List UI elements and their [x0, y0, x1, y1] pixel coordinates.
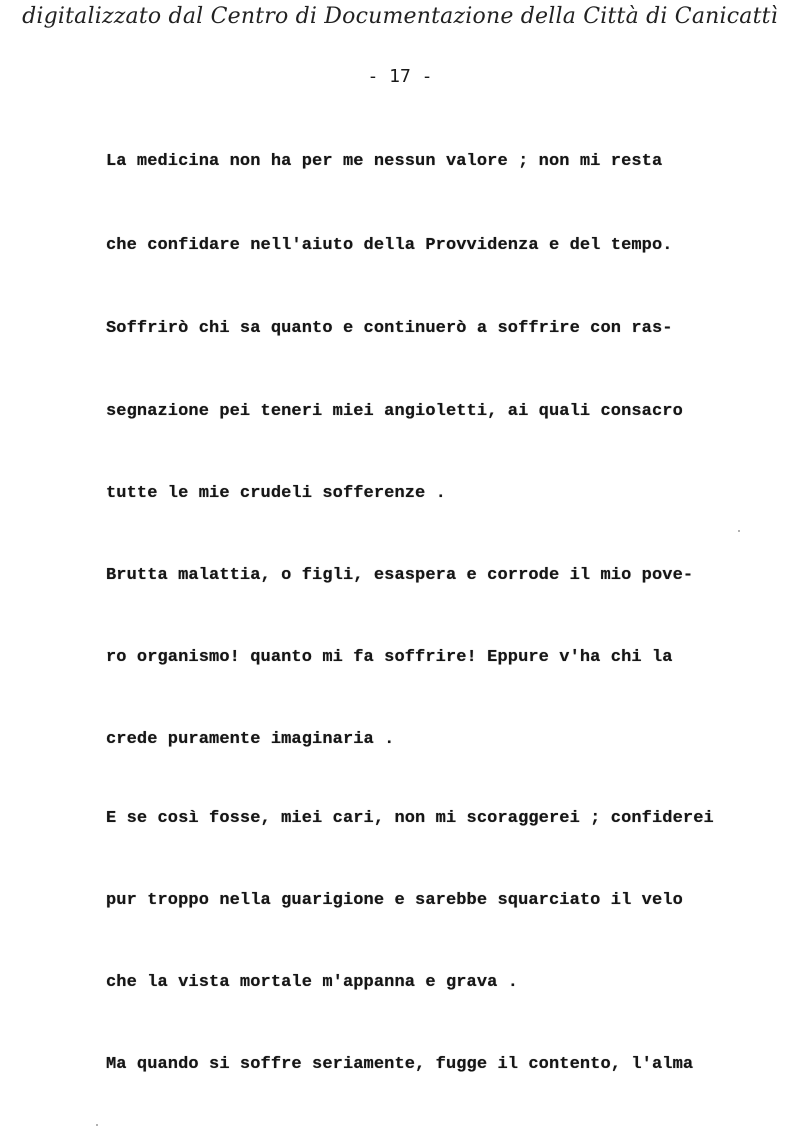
text-line: tutte le mie crudeli sofferenze .	[106, 484, 446, 503]
text-line: che confidare nell'aiuto della Provvidenza e del tempo.	[106, 236, 673, 255]
text-line: La medicina non ha per me nessun valore ; non mi resta	[106, 152, 663, 171]
text-line: Ma quando si soffre seriamente, fugge il contento, l'alma	[106, 1055, 694, 1074]
text-line: crede puramente imaginaria .	[106, 730, 395, 749]
text-line: pur troppo nella guarigione e sarebbe squarciato il velo	[106, 891, 683, 910]
text-line: segnazione pei teneri miei angioletti, ai quali consacro	[106, 402, 683, 421]
text-line: che la vista mortale m'appanna e grava .	[106, 973, 519, 992]
text-line: E se così fosse, miei cari, non mi scoraggerei ; confiderei	[106, 809, 714, 828]
text-line: Brutta malattia, o figli, esaspera e corrode il mio pove-	[106, 566, 694, 585]
digitization-note: digitalizzato dal Centro di Documentazione della Città di Canicattì	[22, 4, 778, 29]
scan-speck	[96, 1124, 98, 1126]
text-line: ro organismo! quanto mi fa soffrire! Eppure v'ha chi la	[106, 648, 673, 667]
scan-speck	[738, 530, 740, 532]
page-number: - 17 -	[367, 66, 433, 87]
text-line: Soffrirò chi sa quanto e continuerò a soffrire con ras-	[106, 319, 673, 338]
